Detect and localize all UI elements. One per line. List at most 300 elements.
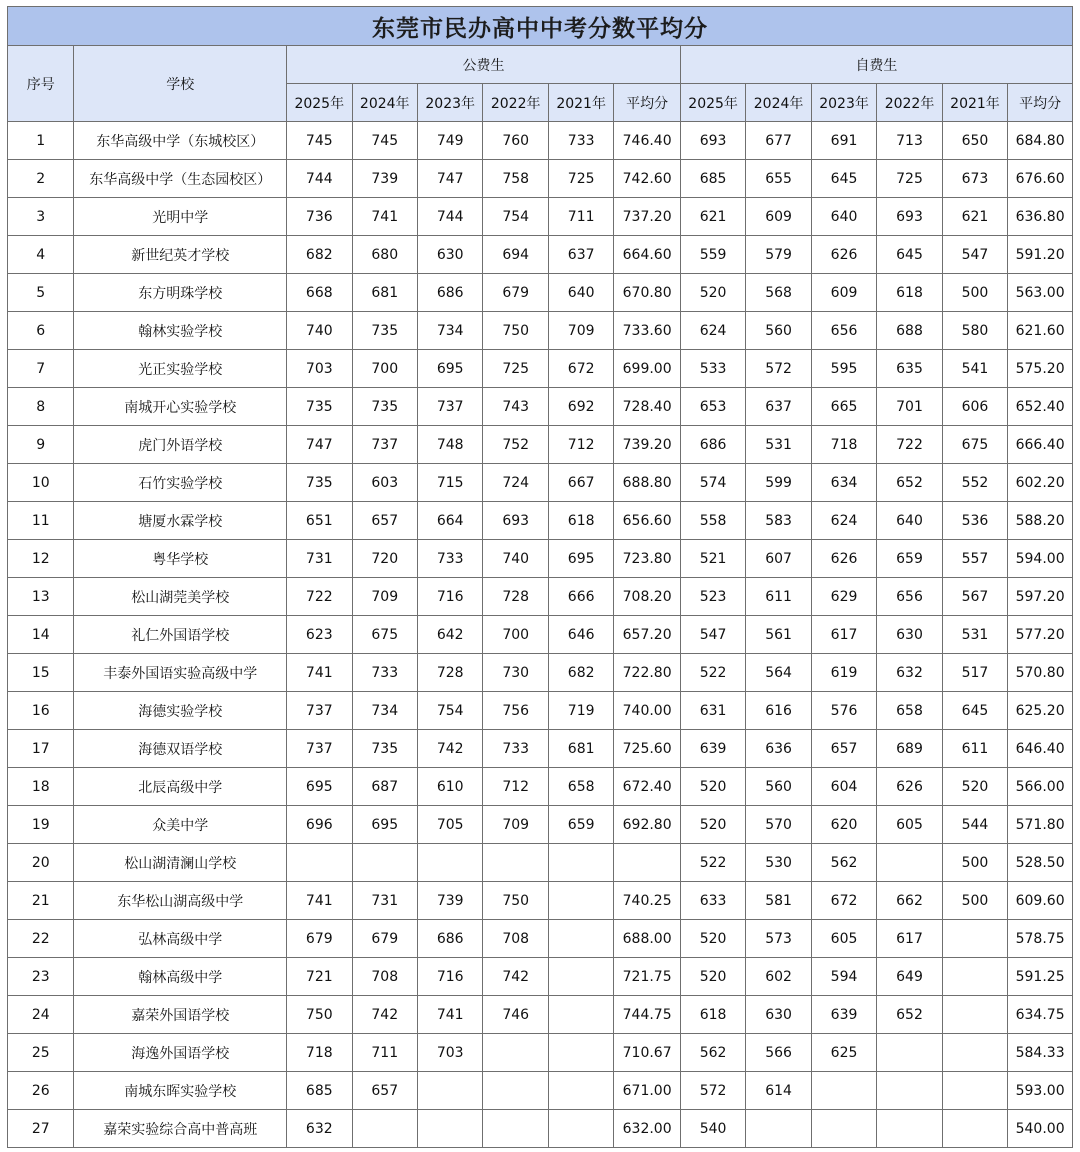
- public-2022-cell: 700: [483, 616, 548, 654]
- table-row: [8, 958, 1073, 996]
- self-2023-cell: 626: [811, 236, 876, 274]
- table-row: [8, 426, 1073, 464]
- public-2021-cell: [548, 920, 613, 958]
- header-public-2025: 2025年: [287, 84, 352, 122]
- self-2021-cell: 552: [942, 464, 1007, 502]
- public-2025-cell: 696: [287, 806, 352, 844]
- public-2021-cell: 672: [548, 350, 613, 388]
- public-average-cell: 746.40: [614, 122, 680, 160]
- table-row: [8, 312, 1073, 350]
- public-2022-cell: [483, 1110, 548, 1148]
- self-2023-cell: 594: [811, 958, 876, 996]
- self-2021-cell: 673: [942, 160, 1007, 198]
- public-2024-cell: 735: [352, 312, 417, 350]
- public-2023-cell: 686: [417, 274, 482, 312]
- school-name-cell: 南城开心实验学校: [74, 388, 287, 426]
- public-2024-cell: 681: [352, 274, 417, 312]
- public-2022-cell: 743: [483, 388, 548, 426]
- public-2022-cell: 752: [483, 426, 548, 464]
- self-2023-cell: 624: [811, 502, 876, 540]
- public-2025-cell: 737: [287, 692, 352, 730]
- table-body: [8, 122, 1073, 1148]
- public-2024-cell: 720: [352, 540, 417, 578]
- public-average-cell: 670.80: [614, 274, 680, 312]
- public-average-cell: 721.75: [614, 958, 680, 996]
- public-average-cell: 664.60: [614, 236, 680, 274]
- public-2022-cell: 733: [483, 730, 548, 768]
- self-2024-cell: 570: [746, 806, 811, 844]
- school-name-cell: 光正实验学校: [74, 350, 287, 388]
- self-2023-cell: [811, 1072, 876, 1110]
- self-2025-cell: 693: [680, 122, 745, 160]
- self-2023-cell: 619: [811, 654, 876, 692]
- public-2023-cell: 742: [417, 730, 482, 768]
- public-2025-cell: 685: [287, 1072, 352, 1110]
- public-2025-cell: 731: [287, 540, 352, 578]
- public-2023-cell: 754: [417, 692, 482, 730]
- header-self-2023: 2023年: [811, 84, 876, 122]
- self-2021-cell: 517: [942, 654, 1007, 692]
- public-2025-cell: 744: [287, 160, 352, 198]
- public-2024-cell: 657: [352, 1072, 417, 1110]
- school-name-cell: 北辰高级中学: [74, 768, 287, 806]
- public-2021-cell: [548, 844, 613, 882]
- self-2025-cell: 547: [680, 616, 745, 654]
- public-2023-cell: 686: [417, 920, 482, 958]
- public-average-cell: 725.60: [614, 730, 680, 768]
- public-2024-cell: [352, 1110, 417, 1148]
- public-2024-cell: 733: [352, 654, 417, 692]
- row-index-cell: 23: [8, 958, 74, 996]
- school-name-cell: 嘉荣外国语学校: [74, 996, 287, 1034]
- self-2023-cell: 605: [811, 920, 876, 958]
- self-2021-cell: 606: [942, 388, 1007, 426]
- table-row: [8, 540, 1073, 578]
- self-2022-cell: 659: [877, 540, 942, 578]
- public-2022-cell: 758: [483, 160, 548, 198]
- public-average-cell: 723.80: [614, 540, 680, 578]
- self-average-cell: 609.60: [1008, 882, 1073, 920]
- public-average-cell: 740.25: [614, 882, 680, 920]
- row-index-cell: 9: [8, 426, 74, 464]
- public-2021-cell: 719: [548, 692, 613, 730]
- row-index-cell: 13: [8, 578, 74, 616]
- self-2021-cell: 500: [942, 882, 1007, 920]
- self-2025-cell: 618: [680, 996, 745, 1034]
- self-2022-cell: 626: [877, 768, 942, 806]
- public-2025-cell: 750: [287, 996, 352, 1034]
- public-2022-cell: 724: [483, 464, 548, 502]
- public-average-cell: 672.40: [614, 768, 680, 806]
- school-name-cell: 南城东晖实验学校: [74, 1072, 287, 1110]
- school-name-cell: 翰林实验学校: [74, 312, 287, 350]
- row-index-cell: 2: [8, 160, 74, 198]
- self-average-cell: 570.80: [1008, 654, 1073, 692]
- row-index-cell: 24: [8, 996, 74, 1034]
- header-index: 序号: [8, 46, 74, 122]
- public-2024-cell: 680: [352, 236, 417, 274]
- public-average-cell: 708.20: [614, 578, 680, 616]
- header-public-average: 平均分: [614, 84, 680, 122]
- self-2021-cell: 541: [942, 350, 1007, 388]
- header-self-2022: 2022年: [877, 84, 942, 122]
- public-2021-cell: 692: [548, 388, 613, 426]
- self-2022-cell: 605: [877, 806, 942, 844]
- public-average-cell: 733.60: [614, 312, 680, 350]
- self-average-cell: 602.20: [1008, 464, 1073, 502]
- public-2022-cell: 750: [483, 882, 548, 920]
- public-2021-cell: 733: [548, 122, 613, 160]
- row-index-cell: 22: [8, 920, 74, 958]
- public-2022-cell: 742: [483, 958, 548, 996]
- self-2022-cell: 649: [877, 958, 942, 996]
- self-2025-cell: 562: [680, 1034, 745, 1072]
- table-row: [8, 768, 1073, 806]
- public-2021-cell: 646: [548, 616, 613, 654]
- self-2024-cell: 531: [746, 426, 811, 464]
- self-2023-cell: 718: [811, 426, 876, 464]
- header-public-2022: 2022年: [483, 84, 548, 122]
- public-2022-cell: 756: [483, 692, 548, 730]
- self-2021-cell: 645: [942, 692, 1007, 730]
- self-2021-cell: [942, 1072, 1007, 1110]
- public-2025-cell: 736: [287, 198, 352, 236]
- self-average-cell: 621.60: [1008, 312, 1073, 350]
- public-average-cell: 710.67: [614, 1034, 680, 1072]
- public-2021-cell: 682: [548, 654, 613, 692]
- public-2025-cell: 623: [287, 616, 352, 654]
- self-2025-cell: 520: [680, 768, 745, 806]
- self-2025-cell: 639: [680, 730, 745, 768]
- public-2021-cell: 618: [548, 502, 613, 540]
- public-2024-cell: 603: [352, 464, 417, 502]
- school-name-cell: 礼仁外国语学校: [74, 616, 287, 654]
- row-index-cell: 18: [8, 768, 74, 806]
- self-2024-cell: 560: [746, 312, 811, 350]
- public-2023-cell: [417, 1072, 482, 1110]
- self-2025-cell: 633: [680, 882, 745, 920]
- school-name-cell: 光明中学: [74, 198, 287, 236]
- public-2025-cell: 740: [287, 312, 352, 350]
- table-row: [8, 692, 1073, 730]
- public-average-cell: 671.00: [614, 1072, 680, 1110]
- public-2021-cell: 695: [548, 540, 613, 578]
- school-name-cell: 海德双语学校: [74, 730, 287, 768]
- public-2024-cell: 731: [352, 882, 417, 920]
- public-average-cell: 632.00: [614, 1110, 680, 1148]
- self-2023-cell: 634: [811, 464, 876, 502]
- self-average-cell: 636.80: [1008, 198, 1073, 236]
- public-2023-cell: 703: [417, 1034, 482, 1072]
- self-2022-cell: 617: [877, 920, 942, 958]
- self-average-cell: 594.00: [1008, 540, 1073, 578]
- public-2022-cell: 712: [483, 768, 548, 806]
- self-2024-cell: 561: [746, 616, 811, 654]
- public-2025-cell: 741: [287, 882, 352, 920]
- school-name-cell: 石竹实验学校: [74, 464, 287, 502]
- public-2022-cell: 750: [483, 312, 548, 350]
- public-2022-cell: 728: [483, 578, 548, 616]
- self-average-cell: 584.33: [1008, 1034, 1073, 1072]
- table-row: [8, 236, 1073, 274]
- school-name-cell: 海逸外国语学校: [74, 1034, 287, 1072]
- public-2021-cell: 711: [548, 198, 613, 236]
- self-average-cell: 591.20: [1008, 236, 1073, 274]
- table-row: [8, 996, 1073, 1034]
- public-2024-cell: 700: [352, 350, 417, 388]
- self-average-cell: 676.60: [1008, 160, 1073, 198]
- header-self-2024: 2024年: [746, 84, 811, 122]
- school-name-cell: 东方明珠学校: [74, 274, 287, 312]
- public-2023-cell: 737: [417, 388, 482, 426]
- self-2022-cell: [877, 1072, 942, 1110]
- self-2024-cell: 530: [746, 844, 811, 882]
- self-2022-cell: [877, 1110, 942, 1148]
- self-2021-cell: 580: [942, 312, 1007, 350]
- school-name-cell: 嘉荣实验综合高中普高班: [74, 1110, 287, 1148]
- self-2022-cell: 722: [877, 426, 942, 464]
- public-2024-cell: 735: [352, 388, 417, 426]
- public-2025-cell: 632: [287, 1110, 352, 1148]
- public-2023-cell: 748: [417, 426, 482, 464]
- public-2024-cell: 734: [352, 692, 417, 730]
- row-index-cell: 5: [8, 274, 74, 312]
- school-name-cell: 虎门外语学校: [74, 426, 287, 464]
- public-2021-cell: 659: [548, 806, 613, 844]
- self-2021-cell: [942, 1034, 1007, 1072]
- public-2023-cell: 642: [417, 616, 482, 654]
- public-average-cell: 688.00: [614, 920, 680, 958]
- self-2021-cell: 531: [942, 616, 1007, 654]
- self-2024-cell: [746, 1110, 811, 1148]
- public-2022-cell: 725: [483, 350, 548, 388]
- public-2022-cell: 754: [483, 198, 548, 236]
- row-index-cell: 15: [8, 654, 74, 692]
- public-2021-cell: [548, 1110, 613, 1148]
- table-row: [8, 1110, 1073, 1148]
- self-average-cell: 577.20: [1008, 616, 1073, 654]
- public-2023-cell: 744: [417, 198, 482, 236]
- public-2021-cell: [548, 958, 613, 996]
- self-2022-cell: 689: [877, 730, 942, 768]
- self-2025-cell: 558: [680, 502, 745, 540]
- self-2025-cell: 686: [680, 426, 745, 464]
- public-2025-cell: 703: [287, 350, 352, 388]
- table-row: [8, 1072, 1073, 1110]
- self-2023-cell: 665: [811, 388, 876, 426]
- public-2022-cell: 709: [483, 806, 548, 844]
- public-2025-cell: 651: [287, 502, 352, 540]
- self-2025-cell: 520: [680, 274, 745, 312]
- public-average-cell: 699.00: [614, 350, 680, 388]
- public-2023-cell: 630: [417, 236, 482, 274]
- row-index-cell: 8: [8, 388, 74, 426]
- self-2024-cell: 568: [746, 274, 811, 312]
- self-2023-cell: 576: [811, 692, 876, 730]
- self-2025-cell: 520: [680, 806, 745, 844]
- table-row: [8, 578, 1073, 616]
- row-index-cell: 16: [8, 692, 74, 730]
- public-2021-cell: 640: [548, 274, 613, 312]
- header-public-group: 公费生: [287, 46, 681, 84]
- self-2022-cell: 640: [877, 502, 942, 540]
- public-2024-cell: 741: [352, 198, 417, 236]
- table-row: [8, 844, 1073, 882]
- public-2023-cell: 695: [417, 350, 482, 388]
- public-2024-cell: 711: [352, 1034, 417, 1072]
- self-2025-cell: 624: [680, 312, 745, 350]
- row-index-cell: 1: [8, 122, 74, 160]
- self-2023-cell: 625: [811, 1034, 876, 1072]
- public-2021-cell: [548, 882, 613, 920]
- table-row: [8, 388, 1073, 426]
- self-average-cell: 588.20: [1008, 502, 1073, 540]
- self-average-cell: 593.00: [1008, 1072, 1073, 1110]
- row-index-cell: 27: [8, 1110, 74, 1148]
- table-row: [8, 350, 1073, 388]
- public-average-cell: 737.20: [614, 198, 680, 236]
- public-2023-cell: 739: [417, 882, 482, 920]
- table-row: [8, 654, 1073, 692]
- self-2021-cell: 611: [942, 730, 1007, 768]
- self-2022-cell: 713: [877, 122, 942, 160]
- public-2023-cell: 741: [417, 996, 482, 1034]
- school-name-cell: 粤华学校: [74, 540, 287, 578]
- self-average-cell: 528.50: [1008, 844, 1073, 882]
- table-row: [8, 274, 1073, 312]
- public-average-cell: 742.60: [614, 160, 680, 198]
- public-2025-cell: 721: [287, 958, 352, 996]
- public-average-cell: 740.00: [614, 692, 680, 730]
- self-2022-cell: [877, 1034, 942, 1072]
- public-2024-cell: 709: [352, 578, 417, 616]
- self-2025-cell: 523: [680, 578, 745, 616]
- public-2025-cell: 735: [287, 388, 352, 426]
- public-2025-cell: 695: [287, 768, 352, 806]
- self-2024-cell: 566: [746, 1034, 811, 1072]
- row-index-cell: 14: [8, 616, 74, 654]
- self-2023-cell: 609: [811, 274, 876, 312]
- public-2023-cell: 664: [417, 502, 482, 540]
- public-2023-cell: 705: [417, 806, 482, 844]
- score-table: [7, 6, 1073, 1148]
- self-2021-cell: 544: [942, 806, 1007, 844]
- header-self-group: 自费生: [680, 46, 1072, 84]
- self-2021-cell: 675: [942, 426, 1007, 464]
- self-2022-cell: 632: [877, 654, 942, 692]
- row-index-cell: 21: [8, 882, 74, 920]
- public-2023-cell: 716: [417, 958, 482, 996]
- self-2022-cell: 725: [877, 160, 942, 198]
- self-2022-cell: 618: [877, 274, 942, 312]
- header-self-2025: 2025年: [680, 84, 745, 122]
- self-2021-cell: [942, 958, 1007, 996]
- self-average-cell: 634.75: [1008, 996, 1073, 1034]
- self-average-cell: 652.40: [1008, 388, 1073, 426]
- public-2023-cell: [417, 1110, 482, 1148]
- self-2024-cell: 572: [746, 350, 811, 388]
- self-2021-cell: [942, 920, 1007, 958]
- self-2023-cell: 562: [811, 844, 876, 882]
- table-row: [8, 882, 1073, 920]
- row-index-cell: 20: [8, 844, 74, 882]
- self-2024-cell: 560: [746, 768, 811, 806]
- self-average-cell: 625.20: [1008, 692, 1073, 730]
- public-2023-cell: 747: [417, 160, 482, 198]
- self-2024-cell: 614: [746, 1072, 811, 1110]
- public-2022-cell: 730: [483, 654, 548, 692]
- self-2023-cell: 640: [811, 198, 876, 236]
- self-2024-cell: 655: [746, 160, 811, 198]
- school-name-cell: 东华高级中学（东城校区）: [74, 122, 287, 160]
- self-2024-cell: 599: [746, 464, 811, 502]
- table-row: [8, 806, 1073, 844]
- public-2024-cell: 745: [352, 122, 417, 160]
- public-2025-cell: 737: [287, 730, 352, 768]
- self-2023-cell: [811, 1110, 876, 1148]
- self-average-cell: 571.80: [1008, 806, 1073, 844]
- public-average-cell: 744.75: [614, 996, 680, 1034]
- self-2025-cell: 653: [680, 388, 745, 426]
- table-row: [8, 920, 1073, 958]
- self-2021-cell: 547: [942, 236, 1007, 274]
- self-2023-cell: 626: [811, 540, 876, 578]
- self-2023-cell: 620: [811, 806, 876, 844]
- table-row: [8, 198, 1073, 236]
- table-row: [8, 502, 1073, 540]
- self-2022-cell: 693: [877, 198, 942, 236]
- public-2023-cell: 733: [417, 540, 482, 578]
- self-average-cell: 597.20: [1008, 578, 1073, 616]
- self-2023-cell: 595: [811, 350, 876, 388]
- row-index-cell: 4: [8, 236, 74, 274]
- self-2023-cell: 656: [811, 312, 876, 350]
- header-self-2021: 2021年: [942, 84, 1007, 122]
- public-2025-cell: 679: [287, 920, 352, 958]
- school-name-cell: 松山湖清澜山学校: [74, 844, 287, 882]
- public-2021-cell: 667: [548, 464, 613, 502]
- public-average-cell: 739.20: [614, 426, 680, 464]
- public-average-cell: [614, 844, 680, 882]
- public-2022-cell: 693: [483, 502, 548, 540]
- self-2021-cell: 557: [942, 540, 1007, 578]
- public-2025-cell: [287, 844, 352, 882]
- self-2023-cell: 691: [811, 122, 876, 160]
- self-2021-cell: 500: [942, 844, 1007, 882]
- school-name-cell: 东华松山湖高级中学: [74, 882, 287, 920]
- self-2025-cell: 520: [680, 920, 745, 958]
- public-2024-cell: 708: [352, 958, 417, 996]
- row-index-cell: 10: [8, 464, 74, 502]
- self-2025-cell: 574: [680, 464, 745, 502]
- public-2021-cell: 725: [548, 160, 613, 198]
- public-2025-cell: 722: [287, 578, 352, 616]
- self-2023-cell: 617: [811, 616, 876, 654]
- self-2024-cell: 607: [746, 540, 811, 578]
- self-2021-cell: 520: [942, 768, 1007, 806]
- public-2025-cell: 682: [287, 236, 352, 274]
- self-2022-cell: 662: [877, 882, 942, 920]
- row-index-cell: 6: [8, 312, 74, 350]
- self-2024-cell: 611: [746, 578, 811, 616]
- self-2022-cell: 645: [877, 236, 942, 274]
- self-2025-cell: 540: [680, 1110, 745, 1148]
- self-2022-cell: 635: [877, 350, 942, 388]
- self-2022-cell: 652: [877, 996, 942, 1034]
- row-index-cell: 7: [8, 350, 74, 388]
- self-2023-cell: 629: [811, 578, 876, 616]
- public-2023-cell: 749: [417, 122, 482, 160]
